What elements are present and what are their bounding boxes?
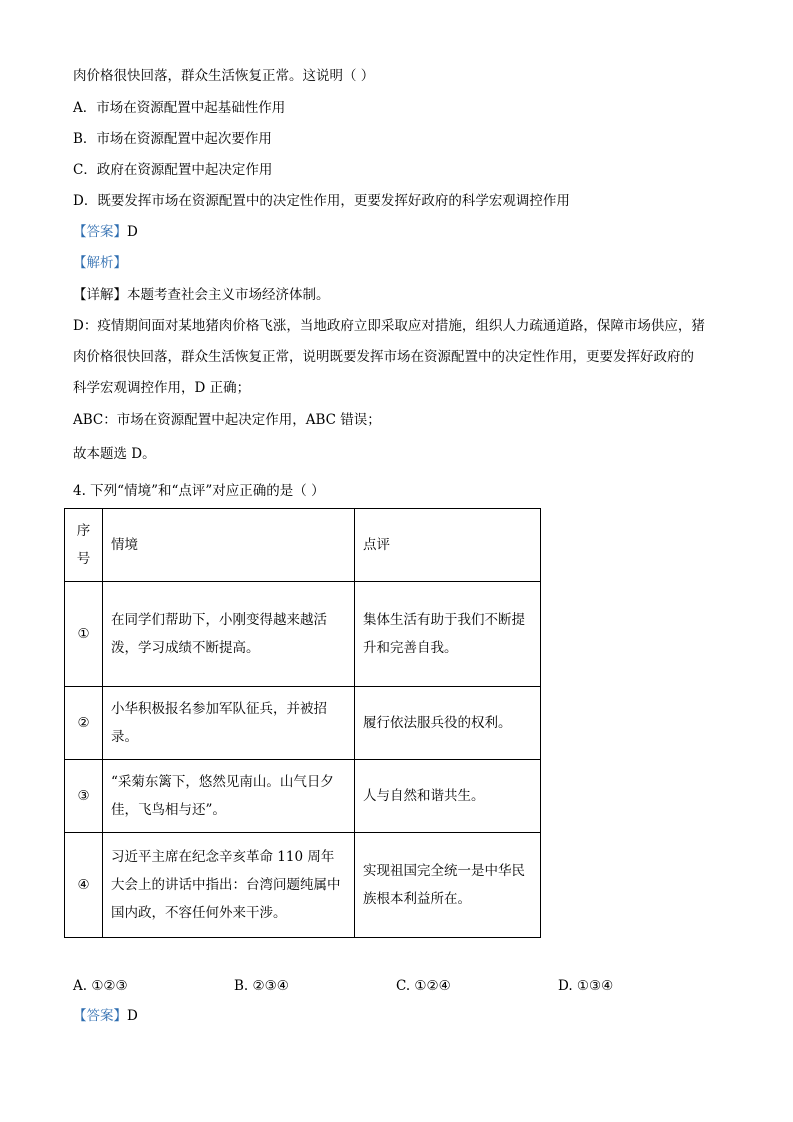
q3-abc-line: ABC：市场在资源配置中起决定作用，ABC 错误； — [73, 412, 381, 428]
q3-d-line2: 肉价格很快回落，群众生活恢复正常，说明既要发挥市场在资源配置中的决定性作用，更要发挥好政府的 — [73, 349, 694, 365]
q3-d-line1: D：疫情期间面对某地猪肉价格飞涨，当地政府立即采取应对措施，组织人力疏通道路，保障市场供应，猪 — [73, 318, 705, 334]
table-row — [65, 687, 541, 760]
table-row — [65, 833, 541, 938]
q3-d-line3: 科学宏观调控作用，D 正确； — [73, 380, 251, 396]
row-situation: 小华积极报名参加军队征兵，并被招录。 — [103, 687, 355, 760]
q3-answer — [73, 222, 138, 242]
answer-tag: 【答案】 — [73, 224, 127, 240]
row-comment: 履行依法服兵役的权利。 — [355, 687, 541, 760]
table-row — [65, 760, 541, 833]
detail-tag: 【详解】 — [73, 287, 127, 303]
analysis-tag: 【解析】 — [73, 255, 127, 271]
row-comment: 集体生活有助于我们不断提升和完善自我。 — [355, 582, 541, 687]
table-row — [65, 582, 541, 687]
q3-conclusion: 故本题选 D。 — [73, 446, 156, 462]
row-situation: “采菊东篱下，悠然见南山。山气日夕佳，飞鸟相与还”。 — [103, 760, 355, 833]
row-situation: 习近平主席在纪念辛亥革命 110 周年大会上的讲话中指出：台湾问题纯属中国内政，不容任何外来干涉。 — [103, 833, 355, 938]
header-num: 序 号 — [65, 509, 103, 582]
row-num: ① — [65, 582, 103, 687]
q4-option-a: A. ①②③ — [73, 978, 128, 994]
row-comment: 人与自然和谐共生。 — [355, 760, 541, 833]
answer-value: D — [127, 224, 138, 240]
q3-stem-tail: 肉价格很快回落，群众生活恢复正常。这说明（ ） — [73, 68, 375, 84]
answer-value: D — [127, 1008, 138, 1024]
detail-text: 本题考查社会主义市场经济体制。 — [127, 287, 330, 303]
header-comment: 点评 — [355, 509, 541, 582]
row-comment: 实现祖国完全统一是中华民族根本利益所在。 — [355, 833, 541, 938]
row-num: ② — [65, 687, 103, 760]
header-situation: 情境 — [103, 509, 355, 582]
row-num: ③ — [65, 760, 103, 833]
q3-option-d: D．既要发挥市场在资源配置中的决定性作用，更要发挥好政府的科学宏观调控作用 — [73, 193, 570, 209]
q3-option-a: A．市场在资源配置中起基础性作用 — [73, 100, 286, 116]
table-header-row — [65, 509, 541, 582]
row-num: ④ — [65, 833, 103, 938]
q4-option-c: C. ①②④ — [396, 978, 451, 994]
q3-detail — [73, 285, 330, 305]
q4-table — [64, 508, 541, 938]
q4-option-b: B. ②③④ — [234, 978, 289, 994]
row-situation: 在同学们帮助下，小刚变得越来越活泼，学习成绩不断提高。 — [103, 582, 355, 687]
q3-option-c: C．政府在资源配置中起决定作用 — [73, 162, 273, 178]
q4-answer — [73, 1006, 138, 1026]
q3-option-b: B．市场在资源配置中起次要作用 — [73, 131, 272, 147]
q4-stem: 4. 下列“情境”和“点评”对应正确的是（ ） — [73, 483, 325, 499]
answer-tag: 【答案】 — [73, 1008, 127, 1024]
q4-option-d: D. ①③④ — [558, 978, 614, 994]
